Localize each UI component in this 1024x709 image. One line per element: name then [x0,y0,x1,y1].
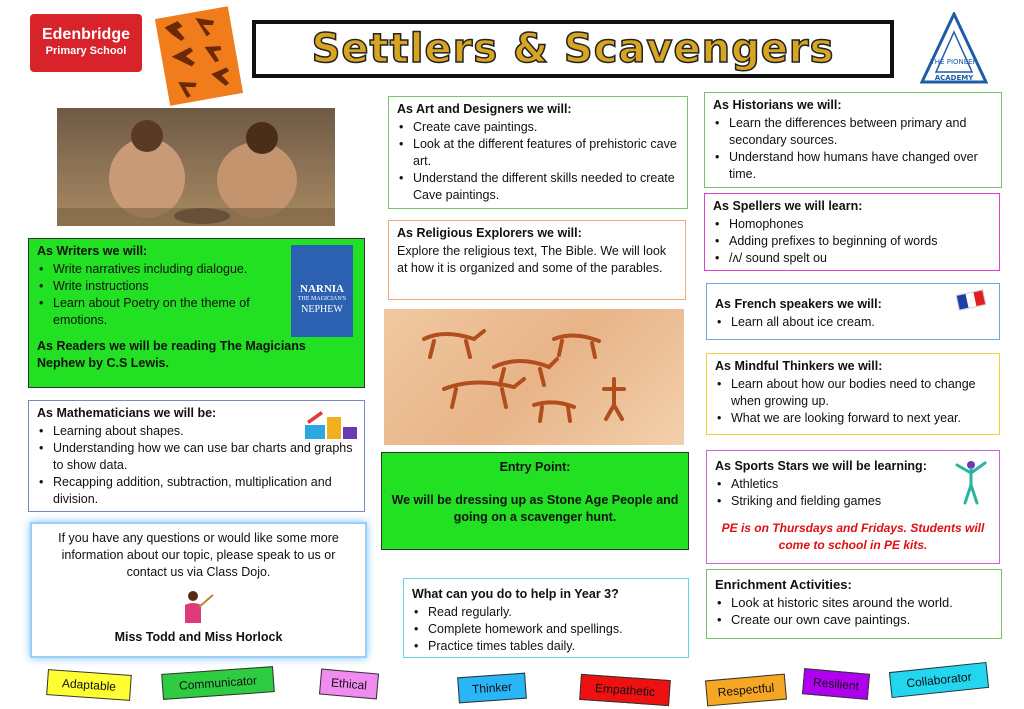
value-tag-empathetic: Empathetic [579,674,671,706]
value-tag-communicator: Communicator [161,666,275,700]
enrichment-box [706,569,1002,639]
spelling-heading: As Spellers we will learn: [713,199,863,213]
page-title: Settlers & Scavengers [311,26,835,72]
historians-box [704,92,1002,188]
french-speakers-box [706,283,1000,340]
list-item: • Adding prefixes to beginning of words [713,233,991,250]
list-item: • Understand how humans have changed over time. [713,149,993,183]
gymnast-icon [953,457,989,507]
contact-box [30,522,367,658]
value-tag-thinker: Thinker [457,673,527,704]
school-name: Edenbridge [41,26,130,43]
help-heading: What can you do to help in Year 3? [412,587,619,601]
value-tag-collaborator: Collaborator [889,662,989,698]
help-box [403,578,689,658]
entry-point-box [381,452,689,550]
book-cover-line-1: NARNIA [300,283,344,295]
value-tag-resilient: Resilient [802,668,870,700]
book-cover-image [291,245,353,337]
list-item: • Athletics [715,476,991,493]
contact-text: If you have any questions or would like some more information about our topic, please speak to us or contact us via Class Dojo. [58,531,339,579]
list-item: • Understand the different skills needed to create Cave paintings. [397,170,679,204]
list-item: • Learn all about ice cream. [715,314,991,331]
readers-text: As Readers we will be reading The Magicians Nephew by C.S Lewis. [37,339,306,370]
book-cover-line-3: NEPHEW [301,304,343,315]
value-tag-respectful: Respectful [705,674,787,707]
writers-heading: As Writers we will: [37,244,148,258]
art-designers-box [388,96,688,209]
list-item: • What we are looking forward to next year. [715,410,991,427]
academy-logo [920,12,988,86]
history-heading: As Historians we will: [713,98,842,112]
page-title-frame [252,20,894,78]
entry-text: We will be dressing up as Stone Age People and going on a scavenger hunt. [391,493,679,524]
maths-heading: As Mathematicians we will be: [37,406,217,420]
list-item: • Striking and fielding games [715,493,991,510]
value-tag-ethical: Ethical [319,669,379,700]
list-item: • Complete homework and spellings. [412,621,680,638]
teacher-icon [179,589,219,625]
mindful-heading: As Mindful Thinkers we will: [715,359,883,373]
stone-age-people-photo [57,108,335,226]
list-item: • Learn the differences between primary and secondary sources. [713,115,993,149]
list-item: • Learning about shapes. [37,423,356,440]
list-item: • Learn about Poetry on the theme of emotions. [37,295,297,329]
religious-explorers-box [388,220,686,300]
mathematicians-box [28,400,365,512]
sports-stars-box [706,450,1000,564]
school-subtitle: Primary School [45,45,127,57]
list-item: • /ʌ/ sound spelt ou [713,250,991,267]
sports-heading: As Sports Stars we will be learning: [715,459,927,473]
school-logo [30,14,142,72]
religion-text: Explore the religious text, The Bible. We will look at how it is organized and some of the parables. [397,244,667,275]
teacher-names: Miss Todd and Miss Horlock [114,630,283,644]
list-item: • Create cave paintings. [397,119,679,136]
academy-name-top: THE PIONEER [930,58,978,66]
list-item: • Recapping addition, subtraction, multiplication and division. [37,474,356,508]
list-item: • Learn about how our bodies need to change when growing up. [715,376,991,410]
entry-heading: Entry Point: [499,460,571,474]
list-item: • Read regularly. [412,604,680,621]
cave-art-pattern-image [155,6,243,106]
list-item: • Write narratives including dialogue. [37,261,297,278]
enrichment-heading: Enrichment Activities: [715,577,852,592]
spellers-box [704,193,1000,271]
list-item: • Homophones [713,216,991,233]
pe-days-note: PE is on Thursdays and Fridays. Students will come to school in PE kits. [721,521,985,552]
academy-name-bottom: ACADEMY [934,74,974,82]
maths-tools-icon [303,407,359,443]
french-heading: As French speakers we will: [715,297,882,311]
religion-heading: As Religious Explorers we will: [397,226,582,240]
art-heading: As Art and Designers we will: [397,102,572,116]
cave-painting-photo [384,309,684,445]
list-item: • Create our own cave paintings. [715,611,993,628]
list-item: • Practice times tables daily. [412,638,680,655]
list-item: • Look at the different features of prehistoric cave art. [397,136,679,170]
mindful-thinkers-box [706,353,1000,435]
value-tag-adaptable: Adaptable [46,669,132,701]
list-item: • Write instructions [37,278,297,295]
book-cover-line-2: THE MAGICIAN'S [297,296,347,302]
list-item: • Understanding how we can use bar charts and graphs to show data. [37,440,356,474]
writers-box [28,238,365,388]
list-item: • Look at historic sites around the world. [715,594,993,611]
